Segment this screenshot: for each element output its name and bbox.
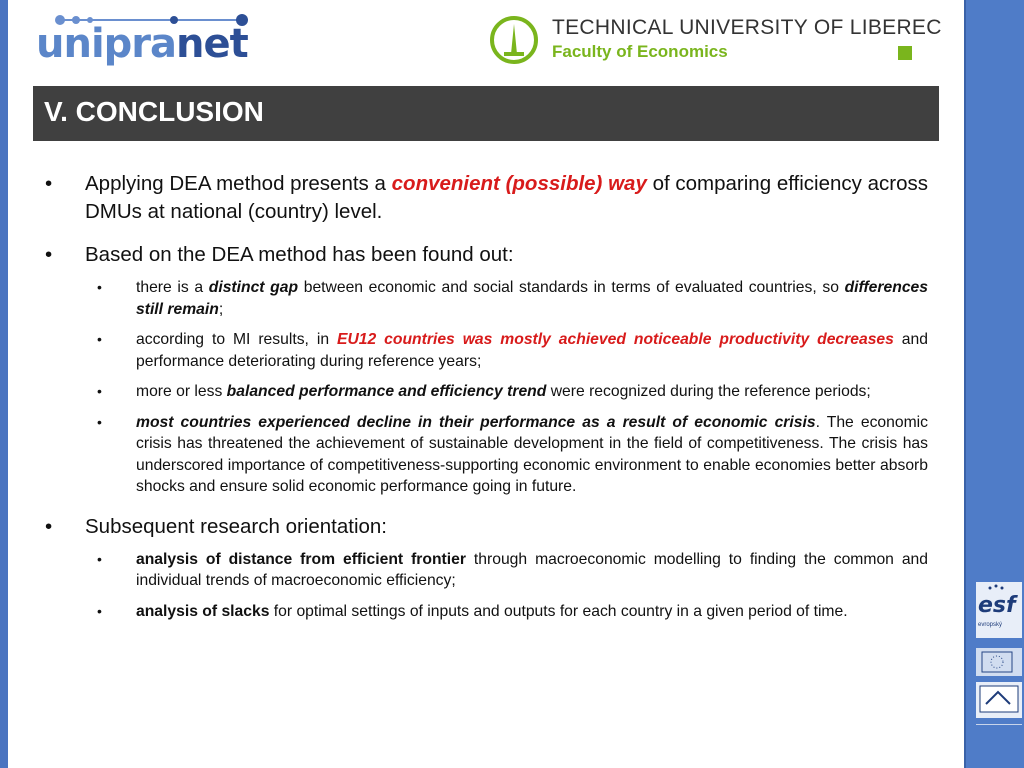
eu-stars-icon bbox=[976, 648, 1022, 676]
sub-bullet-item: • according to MI results, in EU12 countries was mostly achieved noticeable productivity decreases and performance deteriorating during reference years; bbox=[97, 331, 928, 370]
bullet-icon: • bbox=[45, 514, 53, 538]
bullet-icon: • bbox=[45, 172, 53, 195]
bullet-icon: • bbox=[97, 331, 102, 347]
left-accent-bar bbox=[0, 0, 8, 768]
bullet-icon: • bbox=[97, 550, 102, 567]
title-bar bbox=[33, 86, 939, 141]
bullet-item: • Based on the DEA method has been found out: bbox=[40, 241, 928, 269]
sub-bullet-item: • analysis of distance from efficient frontier through macroeconomic modelling to finding the common and individual trends of macroeconomic efficiency; bbox=[97, 550, 928, 589]
highlight-text: convenient (possible) way bbox=[391, 172, 647, 195]
esf-logo-group bbox=[976, 582, 1022, 762]
esf-logo bbox=[976, 582, 1022, 638]
sub-bullet-item: • more or less balanced performance and efficiency trend were recognized during the reference periods; bbox=[40, 381, 928, 403]
tul-logo bbox=[490, 16, 942, 66]
bullet-icon: • bbox=[97, 383, 102, 399]
bullet-icon: • bbox=[45, 243, 53, 266]
bullet-icon: • bbox=[97, 602, 102, 619]
ministry-logo bbox=[976, 682, 1022, 718]
sub-bullet-item: • most countries experienced decline in their performance as a result of economic crisis. The economic crisis has threatened the achievement of sustainable development in the field of competitiveness. The crisis has underscored importance of competitiveness-supporting economic environment to enable economies better absorb shocks and ensure solid economic performance going in future. bbox=[97, 413, 928, 495]
bullet-icon: • bbox=[97, 279, 102, 295]
slide-content bbox=[40, 170, 928, 622]
tul-faculty: Faculty of Economics bbox=[552, 42, 728, 61]
logo-divider bbox=[976, 724, 1022, 725]
svg-text:esf: esf bbox=[978, 593, 1016, 618]
bullet-item: • Subsequent research orientation: bbox=[40, 513, 928, 541]
sub-bullet-item: • analysis of slacks for optimal settings of inputs and outputs for each country in a given period of time. bbox=[40, 601, 928, 623]
ministry-emblem-icon bbox=[976, 682, 1022, 718]
esf-caption: evropský bbox=[978, 622, 1003, 628]
sub-bullet-item: • there is a distinct gap between economic and social standards in terms of evaluated countries, so differences still remain; bbox=[97, 279, 928, 318]
tul-square-mark bbox=[898, 46, 912, 60]
slide-title: V. CONCLUSION bbox=[44, 96, 264, 127]
eu-flag-logo bbox=[976, 648, 1022, 676]
tul-emblem-icon bbox=[490, 16, 538, 64]
esf-stars-icon bbox=[976, 582, 1022, 622]
bullet-icon: • bbox=[97, 413, 102, 430]
unipranet-wordmark: unipranet bbox=[36, 21, 248, 67]
unipranet-logo bbox=[36, 10, 256, 72]
tul-name: TECHNICAL UNIVERSITY OF LIBEREC bbox=[552, 16, 942, 39]
bullet-item: • Applying DEA method presents a convenient (possible) way of comparing efficiency across DMUs at national (country) level. bbox=[45, 172, 928, 223]
right-bar-edge bbox=[964, 0, 966, 768]
